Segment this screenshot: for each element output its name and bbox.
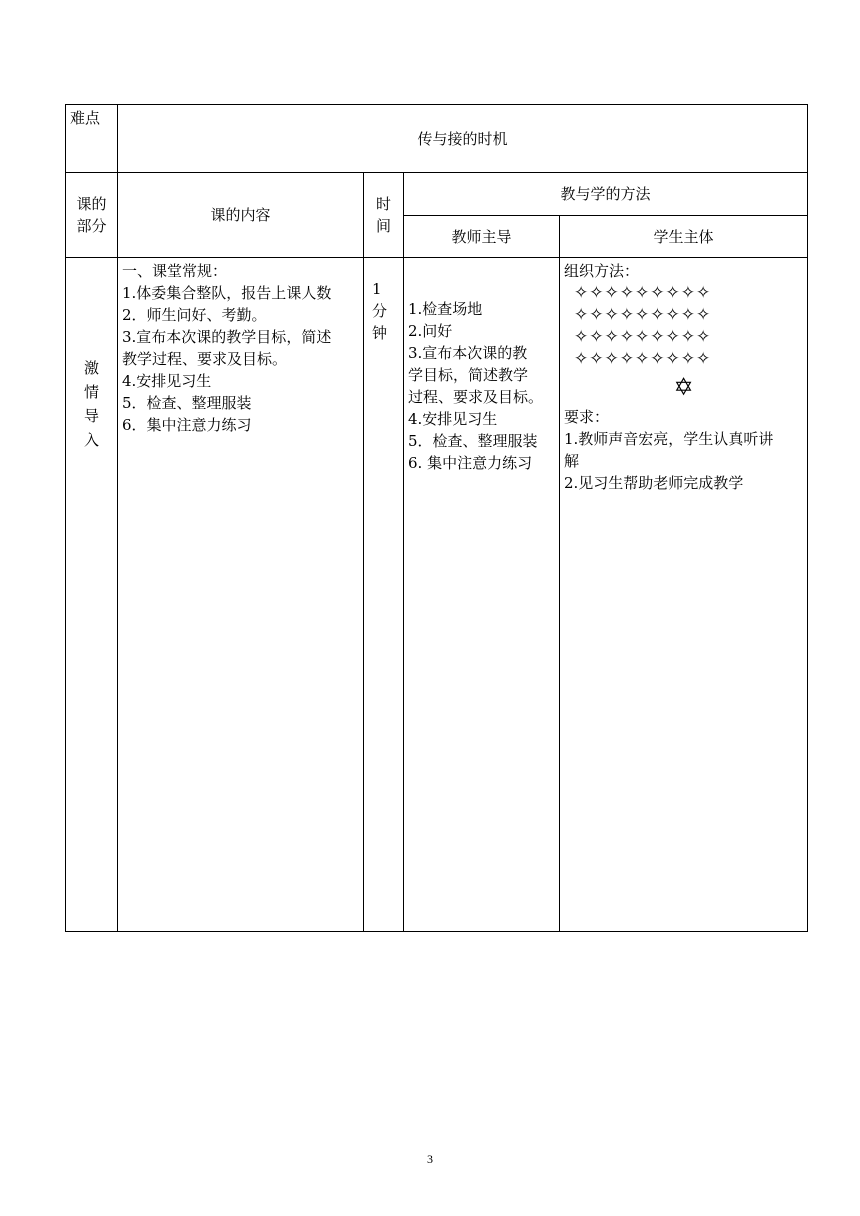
section-content-cell <box>118 258 364 932</box>
difficulty-value-cell <box>118 105 808 173</box>
teacher-item: 学目标，简述教学 <box>408 366 529 384</box>
section-part-char: 情 <box>83 383 99 401</box>
content-item: 1.体委集合整队，报告上课人数 <box>122 284 332 302</box>
org-title: 组织方法： <box>564 262 640 280</box>
section-part-char: 导 <box>83 407 99 425</box>
teacher-item: 5．检查、整理服装 <box>408 432 538 450</box>
header-time-cell <box>364 173 404 258</box>
content-item: 6．集中注意力练习 <box>122 416 252 434</box>
teacher-item: 6. 集中注意力练习 <box>408 454 533 472</box>
content-item: 教学过程、要求及目标。 <box>122 350 288 368</box>
section-part-char: 入 <box>83 431 99 449</box>
content-title: 一、课堂常规： <box>122 262 228 280</box>
section-student-cell <box>560 258 808 932</box>
header-content: 课的内容 <box>210 206 271 224</box>
time-number: 1 <box>372 280 382 298</box>
section-part-char: 激 <box>83 359 99 377</box>
formation-row: ✧✧✧✧✧✧✧✧✧ <box>574 327 712 347</box>
header-student-cell <box>560 216 808 258</box>
teacher-item: 3.宣布本次课的教 <box>408 344 528 362</box>
difficulty-value: 传与接的时机 <box>417 129 508 148</box>
requirement-item: 2.见习生帮助老师完成教学 <box>564 474 744 492</box>
formation-row: ✧✧✧✧✧✧✧✧✧ <box>574 305 712 325</box>
header-content-cell <box>118 173 364 258</box>
header-row-1 <box>66 173 808 216</box>
content-item: 3.宣布本次课的教学目标，简述 <box>122 328 332 346</box>
section-time-cell <box>364 258 404 932</box>
section-row <box>66 258 808 932</box>
lesson-plan-table <box>65 104 808 932</box>
teacher-item: 过程、要求及目标。 <box>408 388 544 406</box>
req-title: 要求： <box>564 408 610 426</box>
teacher-item: 4.安排见习生 <box>408 410 498 428</box>
header-method-cell <box>404 173 808 216</box>
teacher-item: 1.检查场地 <box>408 300 483 318</box>
section-part-cell <box>66 258 118 932</box>
header-teacher: 教师主导 <box>451 227 512 246</box>
difficulty-label: 难点 <box>70 109 101 127</box>
requirement-item: 解 <box>564 452 580 470</box>
header-part-cell <box>66 173 118 258</box>
content-item: 5．检查、整理服装 <box>122 394 252 412</box>
header-part: 课的部分 <box>76 195 107 235</box>
time-unit-1: 分 <box>372 302 388 320</box>
teacher-item: 2.问好 <box>408 322 453 340</box>
difficulty-label-cell <box>66 105 118 173</box>
section-part <box>66 258 117 452</box>
formation-row: ✧✧✧✧✧✧✧✧✧ <box>574 349 712 369</box>
requirement-item: 1.教师声音宏亮，学生认真听讲 <box>564 430 774 448</box>
header-time: 时间 <box>375 195 391 235</box>
content-item: 4.安排见习生 <box>122 372 212 390</box>
header-method: 教与学的方法 <box>560 185 651 203</box>
header-student: 学生主体 <box>653 227 714 246</box>
time-unit-2: 钟 <box>372 324 388 342</box>
page-number: 3 <box>427 1152 433 1166</box>
formation-row: ✧✧✧✧✧✧✧✧✧ <box>574 283 712 303</box>
section-teacher-cell <box>404 258 560 932</box>
content-item: 2．师生问好、考勤。 <box>122 306 267 324</box>
header-teacher-cell <box>404 216 560 258</box>
difficulty-row <box>66 105 808 173</box>
teacher-star-icon: ✡ <box>673 373 694 401</box>
